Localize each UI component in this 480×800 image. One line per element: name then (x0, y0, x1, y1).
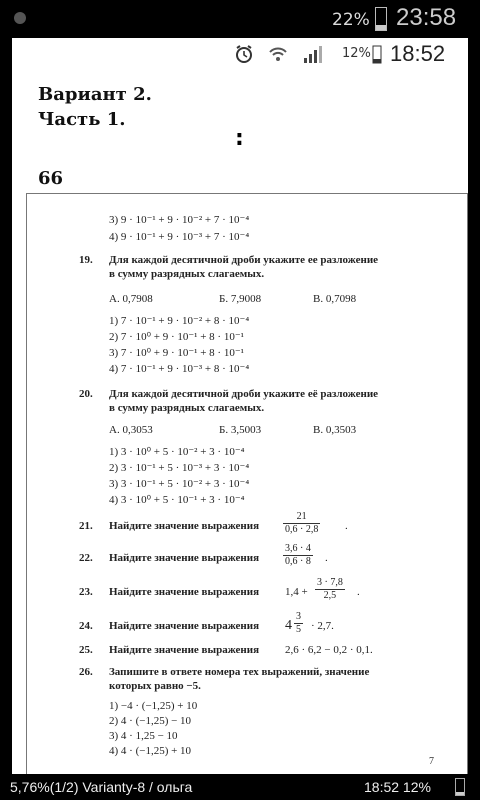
q26-option-2: 2) 4 · (−1,25) − 10 (109, 715, 192, 727)
page-battery-percent: 12% (342, 46, 371, 61)
q20-option-3: 3) 3 · 10⁻¹ + 5 · 10⁻² + 3 · 10⁻⁴ (109, 478, 250, 490)
part-title: Часть 1. (38, 109, 126, 130)
carryover-option-3: 3) 9 · 10⁻¹ + 9 · 10⁻² + 7 · 10⁻⁴ (109, 214, 250, 226)
q26-text-2: которых равно −5. (109, 680, 201, 692)
q20-option-4: 4) 3 · 10⁰ + 5 · 10⁻¹ + 3 · 10⁻⁴ (109, 494, 245, 506)
q21-denominator: 0,6 · 2,8 (285, 524, 319, 535)
carryover-option-4: 4) 9 · 10⁻¹ + 9 · 10⁻³ + 7 · 10⁻⁴ (109, 231, 250, 243)
q24-fraction (294, 611, 303, 636)
page-status-bar (12, 38, 468, 70)
q22-number: 22. (79, 552, 93, 564)
q23-number: 23. (79, 586, 93, 598)
q26-text-1: Запишите в ответе номера тех выражений, значение (109, 666, 370, 678)
battery-icon (372, 44, 382, 64)
system-status-bar (0, 0, 480, 38)
reader-status-bar (0, 774, 480, 800)
q24-whole: 4 (285, 618, 292, 633)
q26-option-1: 1) −4 · (−1,25) + 10 (109, 700, 198, 712)
q26-number: 26. (79, 666, 93, 678)
q20-option-1: 1) 3 · 10⁰ + 5 · 10⁻² + 3 · 10⁻⁴ (109, 446, 245, 458)
q20-choice-c: В. 0,3503 (313, 424, 357, 436)
problem-sheet (26, 193, 468, 775)
q20-choice-b: Б. 3,5003 (219, 424, 262, 436)
clock: 23:58 (396, 4, 457, 31)
q20-option-2: 2) 3 · 10⁻¹ + 5 · 10⁻³ + 3 · 10⁻⁴ (109, 462, 250, 474)
q22-numerator: 3,6 · 4 (285, 543, 311, 554)
wifi-icon (268, 44, 288, 64)
q23-text: Найдите значение выражения (109, 586, 260, 598)
q19-choice-a: А. 0,7908 (109, 293, 153, 305)
q19-option-3: 3) 7 · 10⁰ + 9 · 10⁻¹ + 8 · 10⁻¹ (109, 347, 244, 359)
q22-fraction (283, 543, 313, 568)
page-colon: : (235, 126, 244, 151)
q20-number: 20. (79, 388, 93, 400)
notification-icon (14, 12, 26, 24)
q23-tail: . (357, 586, 360, 598)
alarm-icon (234, 44, 254, 64)
q23-numerator: 3 · 7,8 (317, 577, 343, 588)
page-clock: 18:52 (390, 41, 446, 66)
q21-numerator: 21 (283, 511, 320, 524)
q19-option-4: 4) 7 · 10⁻¹ + 9 · 10⁻³ + 8 · 10⁻⁴ (109, 363, 250, 375)
document-page[interactable] (12, 38, 468, 774)
q19-text-1: Для каждой десятичной дроби укажите ее разложение (109, 254, 379, 266)
q24-tail: · 2,7. (311, 620, 334, 632)
reading-progress: 5,76%(1/2) Varianty-8 / ольга (10, 779, 193, 795)
battery-percent: 22% (332, 10, 370, 30)
q25-number: 25. (79, 644, 93, 656)
signal-icon (302, 44, 322, 64)
q22-denominator: 0,6 · 8 (285, 556, 311, 567)
q21-tail: . (345, 520, 348, 532)
variant-heading (38, 82, 152, 132)
q24-number: 24. (79, 620, 93, 632)
q25-expression: 2,6 · 6,2 − 0,2 · 0,1. (285, 644, 373, 656)
q19-option-2: 2) 7 · 10⁰ + 9 · 10⁻¹ + 8 · 10⁻¹ (109, 331, 244, 343)
variant-title: Вариант 2. (38, 84, 152, 105)
q21-text: Найдите значение выражения (109, 520, 260, 532)
q23-denominator: 2,5 (323, 590, 337, 601)
footer-page-number: 7 (429, 756, 434, 767)
q21-fraction (283, 511, 320, 536)
page-number: 66 (38, 168, 64, 189)
q22-tail: . (325, 552, 328, 564)
q25-text: Найдите значение выражения (109, 644, 260, 656)
q23-fraction (315, 577, 345, 602)
q19-choice-b: Б. 7,9008 (219, 293, 262, 305)
q26-option-3: 3) 4 · 1,25 − 10 (109, 730, 178, 742)
q19-text-2: в сумму разрядных слагаемых. (109, 268, 265, 280)
q24-denominator: 5 (296, 624, 301, 635)
q21-number: 21. (79, 520, 93, 532)
q24-text: Найдите значение выражения (109, 620, 260, 632)
q19-option-1: 1) 7 · 10⁻¹ + 9 · 10⁻² + 8 · 10⁻⁴ (109, 315, 250, 327)
q20-text-2: в сумму разрядных слагаемых. (109, 402, 265, 414)
q26-option-4: 4) 4 · (−1,25) + 10 (109, 745, 192, 757)
q19-number: 19. (79, 254, 93, 266)
reader-clock-battery: 18:52 12% (364, 779, 431, 795)
q24-numerator: 3 (296, 611, 301, 622)
battery-icon (375, 7, 387, 31)
q20-choice-a: А. 0,3053 (109, 424, 153, 436)
q23-prefix: 1,4 + (285, 586, 308, 598)
q19-choice-c: В. 0,7098 (313, 293, 357, 305)
q20-text-1: Для каждой десятичной дроби укажите её разложение (109, 388, 379, 400)
q22-text: Найдите значение выражения (109, 552, 260, 564)
battery-icon (455, 778, 465, 796)
